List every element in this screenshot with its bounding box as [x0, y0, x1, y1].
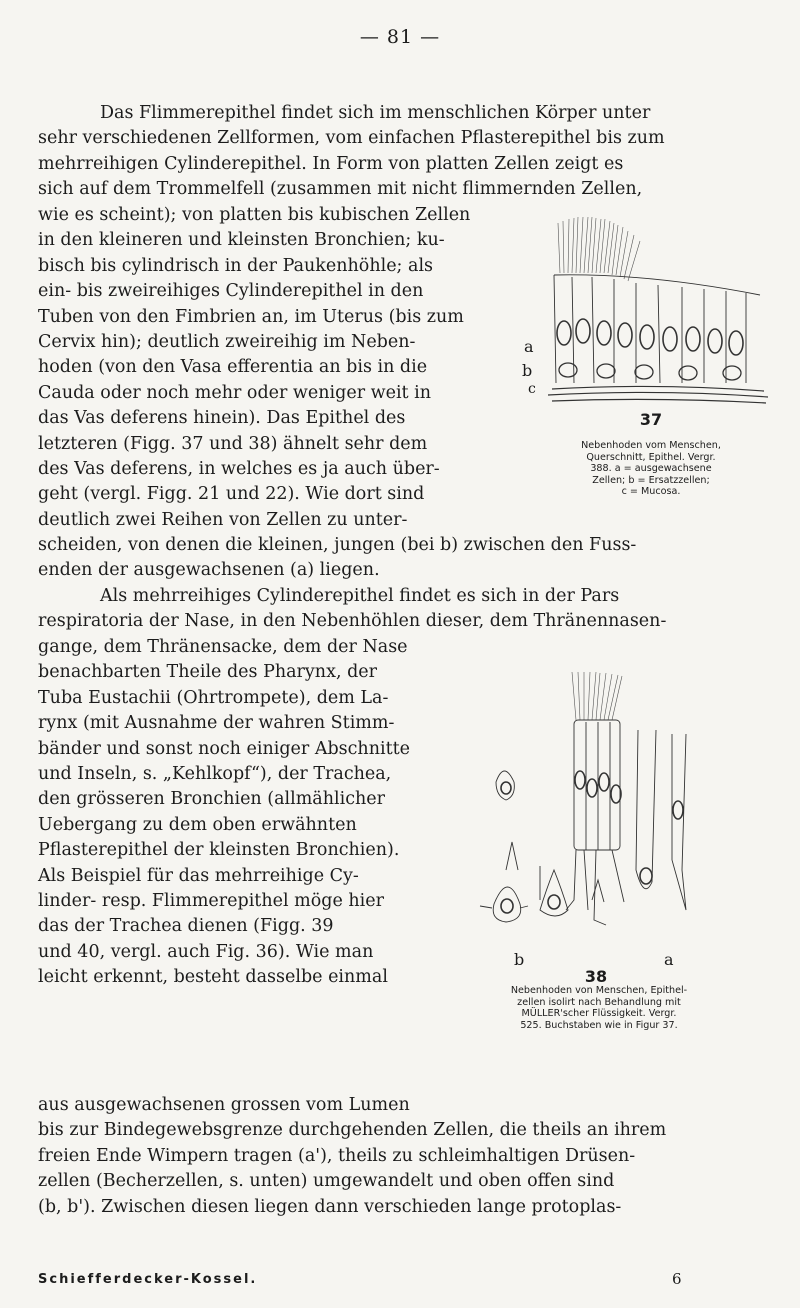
text-line: des Vas deferens, in welches es ja auch über-	[38, 459, 440, 480]
text-line: mehrreihigen Cylinderepithel. In Form von platten Zellen zeigt es	[38, 153, 624, 174]
paragraph-1-intro	[38, 101, 766, 203]
figure-37-caption	[520, 440, 782, 498]
text-line: enden der ausgewachsenen (a) liegen.	[38, 560, 380, 581]
figure-38	[466, 670, 786, 1070]
text-line: wie es scheint); von platten bis kubischen Zellen	[38, 205, 471, 225]
text-line: Das Flimmerepithel findet sich im menschlichen Körper unter	[100, 103, 651, 123]
text-line: sehr verschiedenen Zellformen, vom einfachen Pflasterepithel bis zum	[38, 128, 665, 149]
figure-38-label-b: b	[514, 950, 525, 969]
paragraph-1-wrap	[38, 203, 516, 533]
text-line: geht (vergl. Figg. 21 und 22). Wie dort sind	[38, 484, 425, 505]
text-line: Tuba Eustachii (Ohrtrompete), dem La-	[38, 687, 389, 708]
caption-line: 525. Buchstaben wie in Figur 37.	[520, 1019, 678, 1031]
text-line: Tuben von den Fimbrien an, im Uterus (bis zum	[38, 306, 464, 327]
paragraph-1-tail	[38, 533, 766, 635]
text-line: Pflasterepithel der kleinsten Bronchien).	[38, 840, 400, 861]
text-line: sich auf dem Trommelfell (zusammen mit nicht flimmernden Zellen,	[38, 179, 643, 200]
figure-37-label-b: b	[522, 361, 533, 380]
figure-38-number: 38	[584, 967, 608, 986]
text-line: Cauda oder noch mehr oder weniger weit in	[38, 382, 432, 403]
text-line: deutlich zwei Reihen von Zellen zu unter-	[38, 509, 408, 530]
caption-line: 388. a = ausgewachsene	[590, 463, 712, 474]
text-line: Uebergang zu dem oben erwähnten	[38, 814, 357, 835]
epithelium-cross-section-illustration	[548, 213, 770, 409]
text-line: gange, dem Thränensacke, dem der Nase	[38, 637, 408, 657]
caption-line: Nebenhoden vom Menschen,	[581, 440, 721, 451]
figure-37	[520, 213, 782, 523]
text-line: in den kleineren und kleinsten Bronchien; ku-	[38, 230, 445, 251]
figure-37-label-c: c	[528, 381, 536, 397]
page-number: — 81 —	[359, 26, 441, 48]
text-line: das der Trachea dienen (Figg. 39	[38, 916, 334, 937]
text-line: rynx (mit Ausnahme der wahren Stimm-	[38, 713, 395, 734]
text-line: (b, b'). Zwischen diesen liegen dann verschieden lange protoplas-	[38, 1196, 622, 1217]
text-line: Cervix hin); deutlich zweireihig im Neben-	[38, 332, 416, 353]
caption-line: Querschnitt, Epithel. Vergr.	[586, 451, 716, 463]
text-line: Als mehrreihiges Cylinderepithel findet es sich in der Pars	[100, 585, 620, 606]
text-line: linder- resp. Flimmerepithel möge hier	[38, 891, 384, 912]
text-line: zellen (Becherzellen, s. unten) umgewandelt und oben offen sind	[38, 1171, 615, 1192]
text-line: ein- bis zweireihiges Cylinderepithel in den	[38, 281, 424, 302]
figure-37-number: 37	[639, 410, 663, 429]
text-line: und 40, vergl. auch Fig. 36). Wie man	[38, 941, 374, 962]
caption-line: Nebenhoden von Menschen, Epithel-	[510, 985, 688, 996]
text-line: scheiden, von denen die kleinen, jungen (bei b) zwischen den Fuss-	[38, 535, 637, 555]
figure-38-label-a: a	[664, 950, 674, 969]
text-line: respiratoria der Nase, in den Nebenhöhlen dieser, dem Thränennasen-	[38, 611, 667, 632]
text-line: aus ausgewachsenen grossen vom Lumen	[38, 1095, 410, 1115]
text-line: hoden (von den Vasa efferentia an bis in die	[38, 357, 428, 378]
paragraph-2-tail	[38, 1093, 766, 1220]
text-line: Als Beispiel für das mehrreihige Cy-	[38, 865, 359, 886]
text-line: benachbarten Theile des Pharynx, der	[38, 662, 377, 683]
text-line: den grösseren Bronchien (allmählicher	[38, 789, 386, 810]
text-line: bis zur Bindegewebsgrenze durchgehenden Zellen, die theils an ihrem	[38, 1120, 667, 1141]
text-line: letzteren (Figg. 37 und 38) ähnelt sehr dem	[38, 433, 428, 454]
text-line: das Vas deferens hinein). Das Epithel des	[38, 408, 406, 429]
caption-line: MÜLLER'scher Flüssigkeit. Vergr.	[521, 1008, 677, 1019]
text-line: freien Ende Wimpern tragen (a'), theils zu schleimhaltigen Drüsen-	[38, 1145, 636, 1166]
printer-signature: Schiefferdecker-Kossel.	[38, 1272, 258, 1287]
text-line: leicht erkennt, besteht dasselbe einmal	[38, 967, 388, 988]
caption-line: c = Mucosa.	[621, 486, 681, 497]
text-line: bisch bis cylindrisch in der Paukenhöhle; als	[38, 255, 434, 276]
figure-38-caption	[454, 985, 744, 1031]
figure-37-label-a: a	[524, 337, 534, 356]
text-line: bänder und sonst noch einiger Abschnitte	[38, 738, 410, 759]
caption-line: zellen isolirt nach Behandlung mit	[517, 996, 681, 1008]
paragraph-2-wrap	[38, 635, 458, 991]
text-line: und Inseln, s. „Kehlkopf“), der Trachea,	[38, 764, 392, 785]
sheet-number: 6	[672, 1270, 682, 1288]
caption-line: Zellen; b = Ersatzzellen;	[592, 474, 710, 486]
isolated-epithelial-cells-illustration	[476, 670, 776, 930]
